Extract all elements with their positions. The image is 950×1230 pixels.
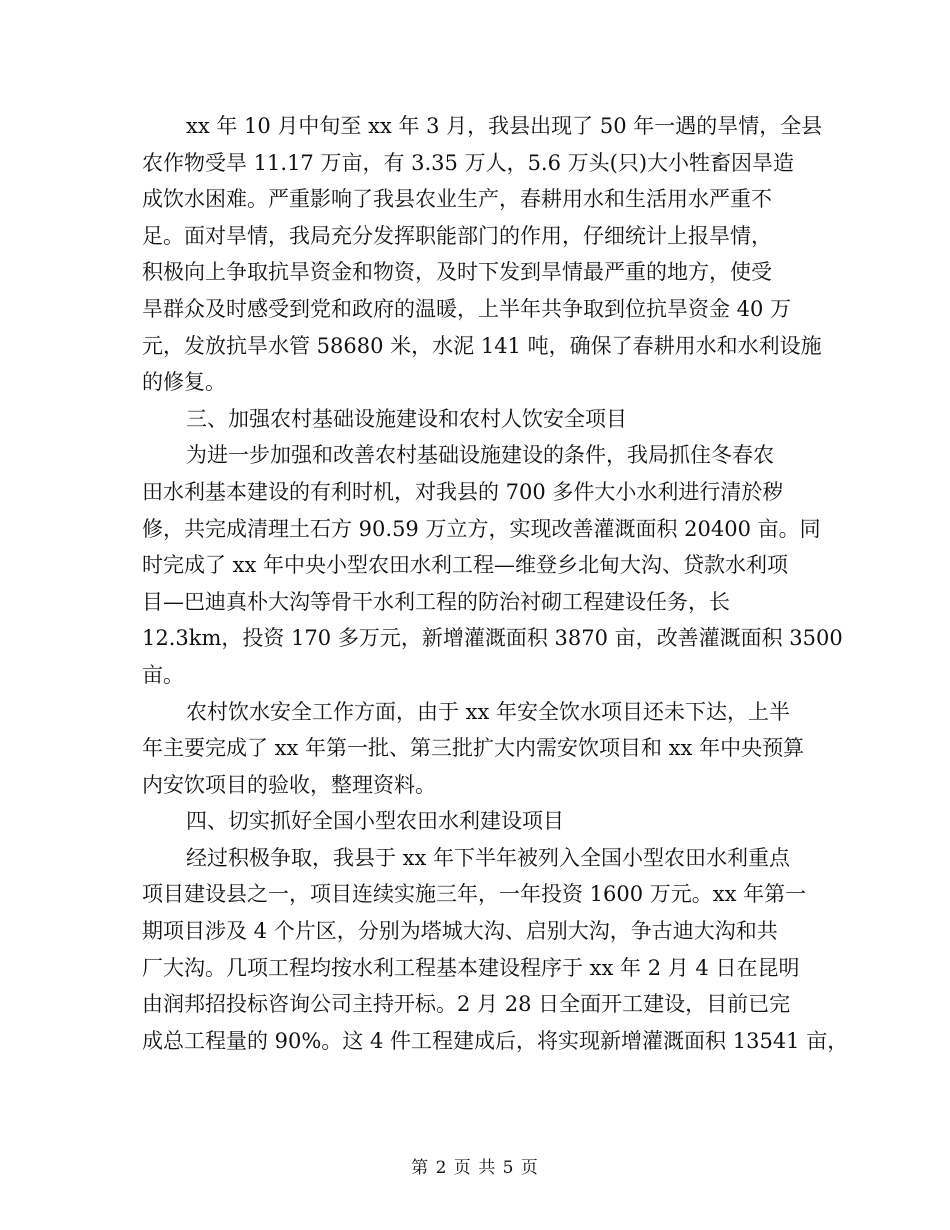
text-line: xx 年 10 月中旬至 xx 年 3 月，我县出现了 50 年一遇的旱情，全县 (186, 114, 823, 138)
text-line: 成饮水困难。严重影响了我县农业生产，春耕用水和生活用水严重不 (142, 187, 772, 212)
document-body (142, 108, 849, 1059)
text-line: 12.3km，投资 170 多万元，新增灌溉面积 3870 亩，改善灌溉面积 3500 (142, 626, 843, 651)
text-line: 经过积极争取，我县于 xx 年下半年被列入全国小型农田水利重点 (186, 845, 791, 870)
page-number-footer: 第 2 页 共 5 页 (411, 1158, 539, 1178)
text-line: 足。面对旱情，我局充分发挥职能部门的作用，仔细统计上报旱情， (142, 223, 772, 248)
text-line: 亩。 (142, 662, 184, 687)
heading-text: 三、加强农村基础设施建设和农村人饮安全项目 (186, 406, 627, 431)
text-line: 厂大沟。几项工程均按水利工程基本建设程序于 xx 年 2 月 4 日在昆明 (142, 955, 800, 980)
text-line: 积极向上争取抗旱资金和物资，及时下发到旱情最严重的地方，使受 (142, 260, 772, 285)
text-line: 为进一步加强和改善农村基础设施建设的条件，我局抓住冬春农 (186, 443, 774, 468)
section-heading-4 (142, 803, 812, 840)
text-line: 元，发放抗旱水管 58680 米，水泥 141 吨，确保了春耕用水和水利设施 (142, 333, 822, 358)
paragraph-drought-relief (142, 108, 823, 401)
text-line: 由润邦招投标咨询公司主持开标。2 月 28 日全面开工建设，目前已完 (142, 992, 791, 1017)
paragraph-drinking-water (142, 694, 812, 804)
text-line: 旱群众及时感受到党和政府的温暖，上半年共争取到位抗旱资金 40 万 (142, 296, 792, 321)
text-line: 农村饮水安全工作方面，由于 xx 年安全饮水项目还未下达，上半 (186, 699, 791, 724)
text-line: 农作物受旱 11.17 万亩，有 3.35 万人，5.6 万头(只)大小牲畜因旱造 (142, 150, 795, 175)
heading-text: 四、切实抓好全国小型农田水利建设项目 (186, 809, 564, 834)
text-line: 项目建设县之一，项目连续实施三年，一年投资 1600 万元。xx 年第一 (142, 882, 807, 907)
paragraph-national-project (142, 840, 849, 1060)
text-line: 成总工程量的 90%。这 4 件工程建成后，将实现新增灌溉面积 13541 亩， (142, 1028, 849, 1053)
text-line: 时完成了 xx 年中央小型农田水利工程—维登乡北甸大沟、贷款水利项 (142, 553, 789, 578)
text-line: 期项目涉及 4 个片区，分别为塔城大沟、启别大沟，争古迪大沟和共 (142, 919, 778, 944)
paragraph-infrastructure (142, 437, 843, 693)
section-heading-3 (142, 401, 812, 438)
text-line: 目—巴迪真朴大沟等骨干水利工程的防治衬砌工程建设任务，长 (142, 589, 730, 614)
text-line: 修，共完成清理土石方 90.59 万立方，实现改善灌溉面积 20400 亩。同 (142, 516, 821, 541)
text-line: 田水利基本建设的有利时机，对我县的 700 多件大小水利进行清於秽 (142, 479, 784, 504)
text-line: 年主要完成了 xx 年第一批、第三批扩大内需安饮项目和 xx 年中央预算 (142, 736, 805, 761)
text-line: 的修复。 (142, 370, 226, 395)
text-line: 内安饮项目的验收，整理资料。 (142, 772, 436, 797)
